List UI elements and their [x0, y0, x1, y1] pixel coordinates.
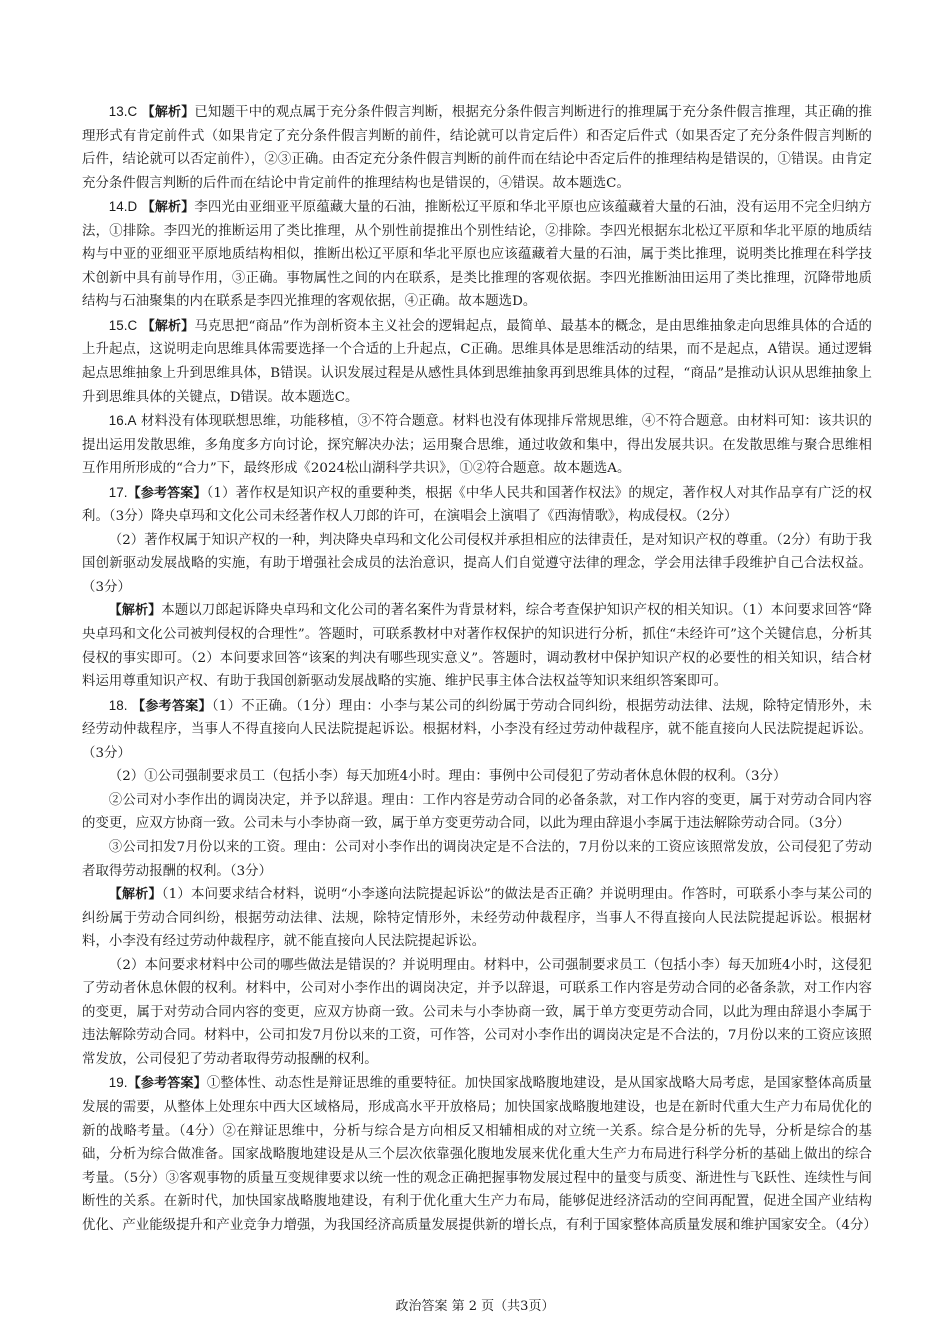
paragraph-text: 已知题干中的观点属于充分条件假言判断，根据充分条件假言判断进行的推理属于充分条件假言推理，其正确的推理形式有肯定前件式（如果肯定了充分条件假言判断的前件，结论就可以肯定后件）和否定后件式（如果否定了充分条件假言判断的后件，结论就可以否定前件），②③正确。由否定充分条件假言判断的前件而在结论中否定后件的推理结构是错误的，①错误。由肯定充分条件假言判断的后件而在结论中肯定前件的推理结构也是错误的，④错误。故本题选C。 — [82, 105, 872, 191]
question-number: 15.C — [108, 317, 138, 333]
paragraph-text: ①整体性、动态性是辩证思维的重要特征。加快国家战略腹地建设，是从国家战略大局考虑，是国家整体高质量发展的需要，从整体上处理东中西大区域格局，形成高水平开放格局；加快国家战略腹地建设，也是在新时代重大生产力布局优化的新的战略考量。（4分）②在辩证思维中，分析与综合是方向相反又相辅相成的对立统一关系。综合是分析的先导，分析是综合的基础，分析为综合做准备。国家战略腹地建设是从三个层次依靠强化腹地发展来优化重大生产力布局进行科学分析的基础上做出的综合考量。（5分）③客观事物的质量互变规律要求以统一性的观念正确把握事物发展过程中的量变与质变、渐进性与飞跃性、连续性与间断性的关系。在新时代，加快国家战略腹地建设，有利于优化重大生产力布局，能够促进经济活动的空间再配置，促进全国产业结构优化、产业能级提升和产业竞争力增强，为我国经济高质量发展提供新的增长点，有利于国家整体高质量发展和维护国家安全。（4分） — [82, 1076, 877, 1233]
question-number: 17. — [108, 484, 128, 500]
answer-17-part2 — [82, 529, 872, 600]
answer-18-reference — [82, 694, 872, 766]
page-footer: 政治答案 第 2 页（共3页） — [395, 1299, 555, 1314]
paragraph-text: （1）不正确。（1分）理由：小李与某公司的纠纷属于劳动合同纠纷，根据劳动法律、法规，除特定情形外，未经劳动仲裁程序，当事人不得直接向人民法院提起诉讼。根据材料，小李没有经过劳动仲裁程序，就不能直接向人民法院提起诉讼。（3分） — [82, 698, 872, 761]
question-number: 18. — [108, 697, 128, 713]
question-number: 19. — [108, 1075, 128, 1091]
paragraph-text: （1）本问要求结合材料，说明“小李遂向法院提起诉讼”的做法是否正确？并说明理由。作答时，可联系小李与某公司的纠纷属于劳动合同纠纷，根据劳动法律、法规，除特定情形外，未经劳动仲裁程序，当事人不得直接向人民法院提起诉讼。根据材料，小李没有经过劳动仲裁程序，就不能直接向人民法院提起诉讼。 — [82, 887, 872, 950]
analysis-tag: 【解析】 — [141, 200, 195, 216]
analysis-tag: 【解析】 — [108, 603, 162, 619]
answer-18-part2-2 — [82, 789, 872, 836]
answer-14 — [82, 195, 872, 314]
answer-19-reference — [82, 1071, 877, 1237]
answer-16 — [82, 409, 872, 481]
analysis-tag: 【解析】 — [141, 105, 195, 120]
paragraph-text: （2）①公司强制要求员工（包括小李）每天加班4小时。理由：事例中公司侵犯了劳动者休息休假的权利。（3分） — [108, 769, 787, 785]
analysis-tag: 【解析】 — [141, 318, 195, 334]
answer-content — [82, 100, 877, 1237]
paragraph-text: ②公司对小李作出的调岗决定，并予以辞退。理由：工作内容是劳动合同的必备条款，对工作内容的变更，属于对劳动合同内容的变更，应双方协商一致。公司未与小李协商一致，属于单方变更劳动合同，以此为理由辞退小李属于违法解除劳动合同。（3分） — [82, 792, 872, 832]
paragraph-text: 马克思把“商品”作为剖析资本主义社会的逻辑起点，最简单、最基本的概念，是由思维抽象走向思维具体的合适的上升起点，这说明走向思维具体需要选择一个合适的上升起点，C正确。思维具体是思维活动的结果，而不是起点，A错误。通过逻辑起点思维抽象上升到思维具体，B错误。认识发展过程是从感性具体到思维抽象再到思维具体的过程，“商品”是推动认识从思维抽象上升到思维具体的关键点，D错误。故本题选C。 — [82, 318, 872, 405]
answer-13 — [82, 100, 872, 195]
question-number: 16.A — [108, 413, 137, 429]
answer-17-reference — [82, 481, 872, 529]
reference-answer-tag: 【参考答案】 — [127, 485, 207, 501]
paragraph-text: 本题以刀郎起诉降央卓玛和文化公司的著名案件为背景材料，综合考查保护知识产权的相关知识。（1）本问要求回答“降央卓玛和文化公司被判侵权的合理性”。答题时，可联系教材中对著作权保护的知识进行分析，抓住“未经许可”这个关键信息，分析其侵权的事实即可。（2）本问要求回答“该案的判决有哪些现实意义”。答题时，调动教材中保护知识产权的必要性的相关知识，结合材料运用尊重知识产权、有助于我国创新驱动发展战略的实施、维护民事主体合法权益等知识来组织答案即可。 — [82, 603, 872, 690]
question-number: 14.D — [108, 199, 138, 215]
answer-15 — [82, 314, 872, 409]
analysis-tag: 【解析】 — [108, 887, 162, 903]
answer-18-analysis-1 — [82, 883, 872, 954]
answer-18-part2-3 — [82, 836, 872, 883]
paragraph-text: ③公司扣发7月份以来的工资。理由：公司对小李作出的调岗决定是不合法的，7月份以来的工资应该照常发放，公司侵犯了劳动者取得劳动报酬的权利。（3分） — [82, 839, 872, 879]
reference-answer-tag: 【参考答案】 — [132, 698, 212, 714]
paragraph-text: （1）著作权是知识产权的重要种类，根据《中华人民共和国著作权法》的规定，著作权人对其作品享有广泛的权利。（3分）降央卓玛和文化公司未经著作权人刀郎的许可，在演唱会上演唱了《西海情歌》，构成侵权。（2分） — [82, 485, 872, 525]
answer-18-part2-1 — [82, 765, 872, 789]
paragraph-text: （2）著作权属于知识产权的一种，判决降央卓玛和文化公司侵权并承担相应的法律责任，是对知识产权的尊重。（2分）有助于我国创新驱动发展战略的实施，有助于增强社会成员的法治意识，提高人们自觉遵守法律的理念，学会用法律手段维护自己合法权益。（3分） — [82, 532, 872, 595]
paragraph-text: （2）本问要求材料中公司的哪些做法是错误的？并说明理由。材料中，公司强制要求员工（包括小李）每天加班4小时，这侵犯了劳动者休息休假的权利。材料中，公司对小李作出的调岗决定，并予以辞退，可联系工作内容是劳动合同的必备条款，对工作内容的变更，属于对劳动合同内容的变更，应双方协商一致。公司未与小李协商一致，属于单方变更劳动合同，以此为理由辞退小李属于违法解除劳动合同。材料中，公司扣发7月份以来的工资，可作答，公司对小李作出的调岗决定是不合法的，7月份以来的工资应该照常发放，公司侵犯了劳动者取得劳动报酬的权利。 — [82, 957, 872, 1067]
question-number: 13.C — [108, 104, 138, 119]
paragraph-text: 材料没有体现联想思维，功能移植，③不符合题意。材料也没有体现排斥常规思维，④不符合题意。由材料可知：该共识的提出运用发散思维，多角度多方向讨论，探究解决办法；运用聚合思维，通过收敛和集中，得出发展共识。在发散思维与聚合思维相互作用所形成的“合力”下，最终形成《2024松山湖科学共识》，①②符合题意。故本题选A。 — [82, 414, 872, 477]
answer-18-analysis-2 — [82, 954, 872, 1072]
paragraph-text: 李四光由亚细亚平原蕴藏大量的石油，推断松辽平原和华北平原也应该蕴藏着大量的石油，没有运用不完全归纳方法，①排除。李四光的推断运用了类比推理，从个别性前提推出个别性结论，②排除。李四光根据东北松辽平原和华北平原的地质结构与中亚的亚细亚平原地质结构相似，推断出松辽平原和华北平原也应该蕴藏着大量的石油，属于类比推理，说明类比推理在科学技术创新中具有前导作用，③正确。事物属性之间的内在联系，是类比推理的客观依据。李四光推断油田运用了类比推理，沉降带地质结构与石油聚集的内在联系是李四光推理的客观依据，④正确。故本题选D。 — [82, 200, 872, 310]
answer-17-analysis — [82, 599, 872, 693]
reference-answer-tag: 【参考答案】 — [127, 1076, 207, 1092]
